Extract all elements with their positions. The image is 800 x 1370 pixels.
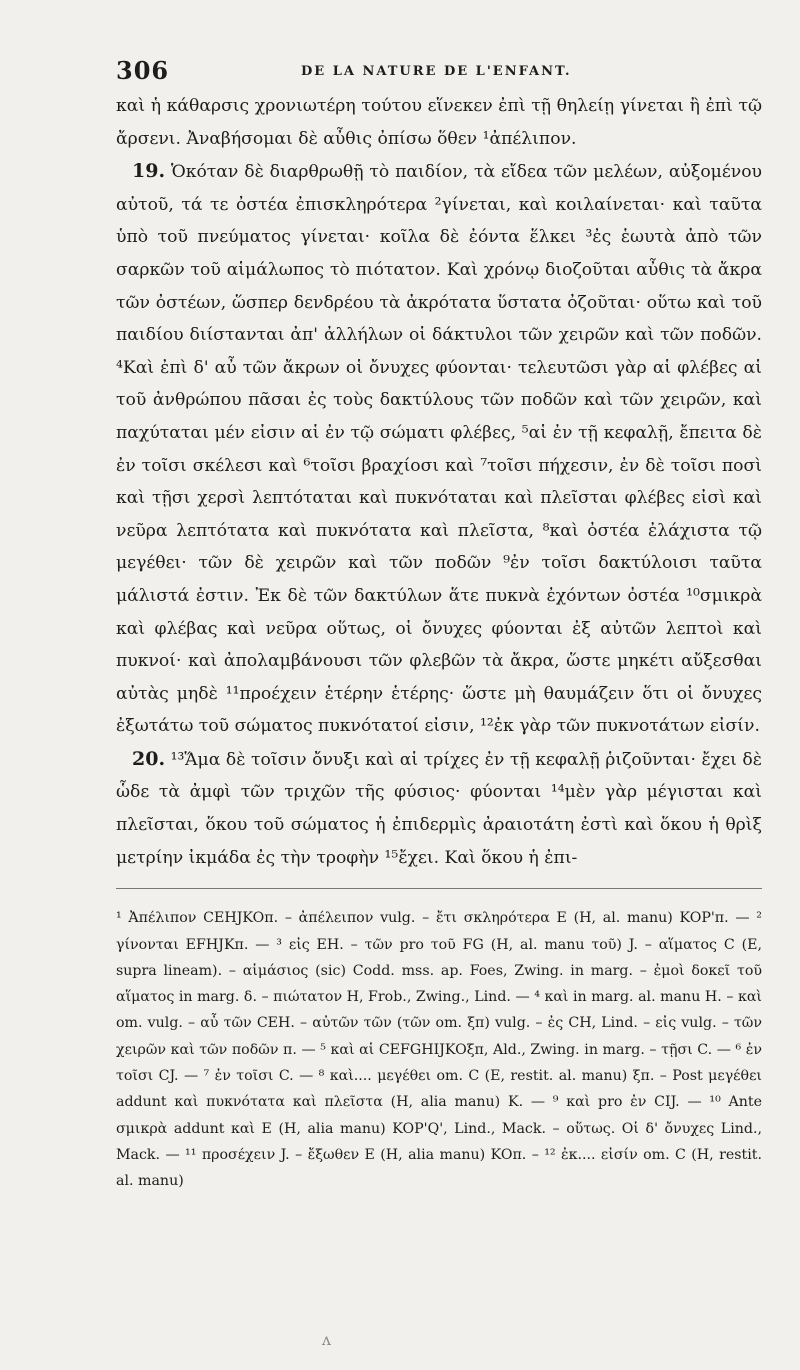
section-19-paragraph xyxy=(116,155,762,743)
section-number-19: 19. xyxy=(132,160,166,183)
footnotes-text: ¹ Ἀπέλιπον CEHJKOπ. – ἀπέλειπον vulg. – ἔτι σκληρότερα E (H, al. manu) KOP'π. — ² γίνονται EFHJKπ. — ³ εἰς EH. – τῶν pro τοῦ FG (H, al. manu τοῦ) J. – αἵματος C (E, supra lineam). – αἱμάσιος (sic) Codd. mss. ap. Foes, Zwing. in marg. – ἐμοὶ δοκεῖ τοῦ αἵματος in marg. δ. – πιώτατον H, Frob., Zwing., Lind. — ⁴ καὶ in marg. al. manu H. – καὶ om. vulg. – αὖ τῶν CEH. – αὐτῶν τῶν (τῶν om. ξπ) vulg. – ἐς CH, Lind. – εἰς vulg. – τῶν χειρῶν καὶ τῶν ποδῶν π. — ⁵ καὶ αἱ CEFGHIJKOξπ, Ald., Zwing. in marg. – τῇσι C. — ⁶ ἐν τοῖσι CJ. — ⁷ ἐν τοῖσι C. — ⁸ καὶ.... μεγέθει om. C (E, restit. al. manu) ξπ. – Post μεγέθει addunt καὶ πυκνότατα καὶ πλεῖστα (H, alia manu) K. — ⁹ καὶ pro ἐν CIJ. — ¹⁰ Ante σμικρὰ addunt καὶ E (H, alia manu) KOP'Q', Lind., Mack. – οὕτως. Οἱ δ' ὄνυχες Lind., Mack. — ¹¹ προσέχειν J. – ἔξωθεν E (H, alia manu) KOπ. – ¹² ἐκ.... εἰσίν om. C (H, restit. al. manu) xyxy=(116,910,762,1190)
running-head xyxy=(116,56,762,90)
main-text xyxy=(116,90,762,874)
footnotes xyxy=(116,905,762,1194)
section-19-text: Ὁκόταν δὲ διαρθρωθῇ τὸ παιδίον, τὰ εἴδεα τῶν μελέων, αὐξομένου αὐτοῦ, τά τε ὀστέα ἐπισκληρότερα ²γίνεται, καὶ κοιλαίνεται· καὶ ταῦτα ὑπὸ τοῦ πνεύματος γίνεται· κοῖλα δὲ ἐόντα ἕλκει ³ἐς ἑωυτὰ ἀπὸ τῶν σαρκῶν τοῦ αἱμάλωπος τὸ πιότατον. Καὶ χρόνῳ διοζοῦται αὖθις τὰ ἄκρα τῶν ὀστέων, ὥσπερ δενδρέου τὰ ἀκρότατα ὕστατα ὀζοῦται· οὕτω καὶ τοῦ παιδίου διίστανται ἀπ' ἀλλήλων οἱ δάκτυλοι τῶν χειρῶν καὶ τῶν ποδῶν. ⁴Καὶ ἐπὶ δ' αὖ τῶν ἄκρων οἱ ὄνυχες φύονται· τελευτῶσι γὰρ αἱ φλέβες αἱ τοῦ ἀνθρώπου πᾶσαι ἐς τοὺς δακτύλους τῶν ποδῶν καὶ τῶν χειρῶν, καὶ παχύταται μέν εἰσιν αἱ ἐν τῷ σώματι φλέβες, ⁵αἱ ἐν τῇ κεφαλῇ, ἔπειτα δὲ ἐν τοῖσι σκέλεσι καὶ ⁶τοῖσι βραχίοσι καὶ ⁷τοῖσι πήχεσιν, ἐν δὲ τοῖσι ποσὶ καὶ τῇσι χερσὶ λεπτόταται καὶ πυκνόταται καὶ πλεῖσται φλέβες εἰσὶ καὶ νεῦρα λεπτότατα καὶ πυκνότατα καὶ πλεῖστα, ⁸καὶ ὀστέα ἐλάχιστα τῷ μεγέθει· τῶν δὲ χειρῶν καὶ τῶν ποδῶν ⁹ἐν τοῖσι δακτύλοισι ταῦτα μάλιστά ἐστιν. Ἐκ δὲ τῶν δακτύλων ἅτε πυκνὰ ἐχόντων ὀστέα ¹⁰σμικρὰ καὶ φλέβας καὶ νεῦρα οὕτως, οἱ ὄνυχες φύονται ἐξ αὐτῶν λεπτοὶ καὶ πυκνοί· καὶ ἀπολαμβάνουσι τῶν φλεβῶν τὰ ἄκρα, ὥστε μηκέτι αὔξεσθαι αὐτὰς μηδὲ ¹¹προέχειν ἑτέρην ἑτέρης· ὥστε μὴ θαυμάζειν ὅτι οἱ ὄνυχες ἐξωτάτω τοῦ σώματος πυκνότατοί εἰσιν, ¹²ἐκ γὰρ τῶν πυκνοτάτων εἰσίν. xyxy=(116,162,763,737)
running-title: DE LA NATURE DE L'ENFANT. xyxy=(301,64,572,79)
continuation-paragraph: καὶ ἡ κάθαρσις χρονιωτέρη τούτου εἵνεκεν ἐπὶ τῇ θηλείῃ γίνεται ἢ ἐπὶ τῷ ἄρσενι. Ἀναβήσομαι δὲ αὖθις ὀπίσω ὅθεν ¹ἀπέλιπον. xyxy=(116,96,762,149)
page-mark: ᴧ xyxy=(322,1330,332,1349)
footnote-divider xyxy=(116,888,762,889)
section-20-paragraph xyxy=(116,743,762,874)
section-number-20: 20. xyxy=(132,747,166,770)
section-20-text: ¹³Ἅμα δὲ τοῖσιν ὄνυξι καὶ αἱ τρίχες ἐν τῇ κεφαλῇ ῥιζοῦνται· ἔχει δὲ ὧδε τὰ ἀμφὶ τῶν τριχῶν τῆς φύσιος· φύονται ¹⁴μὲν γὰρ μέγισται καὶ πλεῖσται, ὅκου τοῦ σώματος ἡ ἐπιδερμὶς ἀραιοτάτη ἐστὶ καὶ ὅκου ἡ θρὶξ μετρίην ἰκμάδα ἐς τὴν τροφὴν ¹⁵ἔχει. Καὶ ὅκου ἡ ἐπι- xyxy=(116,749,762,868)
page-number: 306 xyxy=(116,56,170,85)
